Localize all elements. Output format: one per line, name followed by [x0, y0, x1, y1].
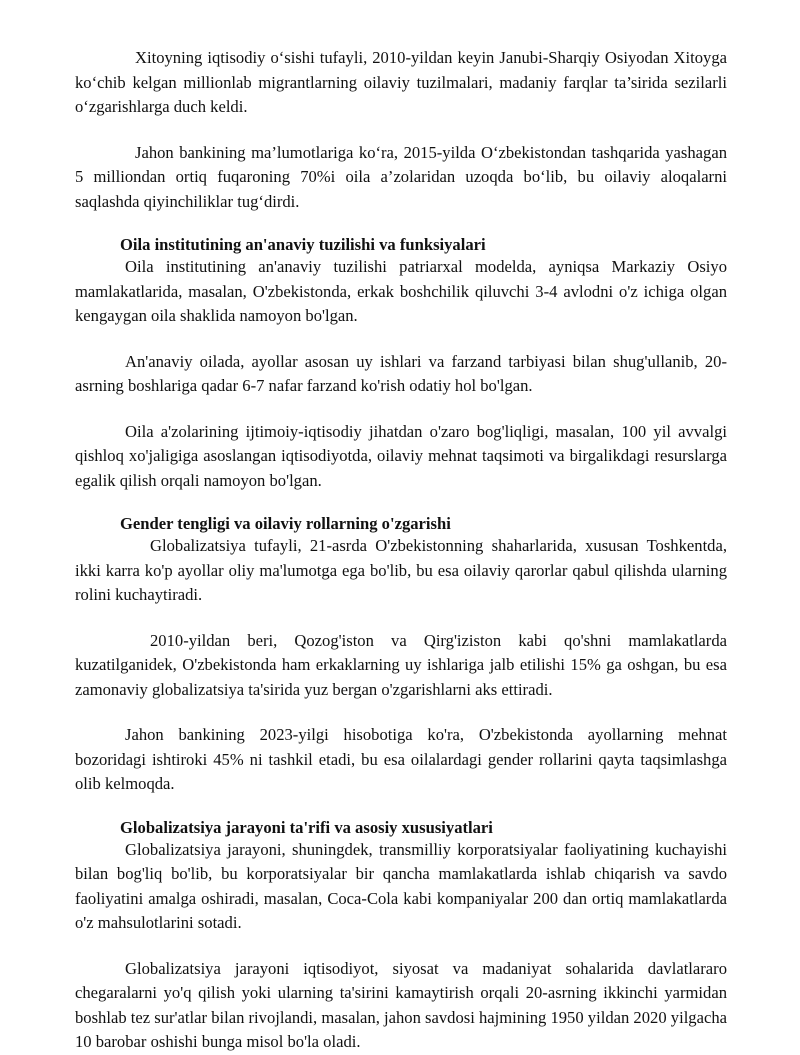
paragraph-labor-participation: Jahon bankining 2023-yilgi hisobotiga ko'ra, O'zbekistonda ayollarning mehnat bozoridagi ishtiroki 45% ni tashkil etadi, bu esa oilalardagi gender rollarini qayta taqsimlashga olib kelmoqda.	[75, 725, 727, 793]
paragraph-patriarchal-model: Oila institutining an'anaviy tuzilishi patriarxal modelda, ayniqsa Markaziy Osiyo mamlakatlarida, masalan, O'zbekistonda, erkak boshchilik qiluvchi 3-4 avlodni o'z ichiga olgan kengaygan oila shaklida namoyon bo'lgan.	[75, 257, 727, 325]
section-heading-gender-equality: Gender tengligi va oilaviy rollarning o'zgarishi	[120, 514, 451, 533]
section-heading-traditional-family: Oila institutining an'anaviy tuzilishi va funksiyalari	[120, 235, 486, 254]
paragraph-world-bank-2015: Jahon bankining ma’lumotlariga ko‘ra, 2015-yilda O‘zbekistondan tashqarida yashagan 5 milliondan ortiq fuqaroning 70%i oila a’zolaridan uzoqda bo‘lib, bu oilaviy aloqalarni saqlashda qiyinchiliklar tug‘dirdi.	[75, 142, 727, 211]
paragraph-traditional-roles: An'anaviy oilada, ayollar asosan uy ishlari va farzand tarbiyasi bilan shug'ullanib, 20-asrning boshlariga qadar 6-7 nafar farzand ko'rish odatiy hol bo'lgan.	[75, 351, 727, 395]
document-page	[75, 46, 727, 1055]
paragraph-globalization-development: Globalizatsiya jarayoni iqtisodiyot, siyosat va madaniyat sohalarida davlatlararo chegaralarni yo'q qilish yoki ularning ta'sirini kamaytirish orqali 20-asrning ikkinchi yarmidan boshlab tez sur'atlar bilan rivojlandi, masalan, jahon savdosi hajmining 1950 yildan 2020 yilgacha 10 barobar oshishi bunga misol bo'la oladi.	[75, 958, 727, 1051]
section-heading-globalization: Globalizatsiya jarayoni ta'rifi va asosiy xususiyatlari	[120, 817, 493, 837]
paragraph-china-migration: Xitoyning iqtisodiy o‘sishi tufayli, 2010-yildan keyin Janubi-Sharqiy Osiyodan Xitoyga ko‘chib kelgan millionlab migrantlarning oilaviy tuzilmalari, madaniy farqlar ta’sirida sezilarli o‘zgarishlarga duch keldi.	[75, 48, 727, 116]
paragraph-transnational-corporations: Globalizatsiya jarayoni, shuningdek, transmilliy korporatsiyalar faoliyatining kuchayishi bilan bog'liq bo'lib, bu korporatsiyalar bir qancha mamlakatlarda ishlab chiqarish va savdo faoliyatini amalga oshiradi, masalan, Coca-Cola kabi kompaniyalar 200 dan ortiq mamlakatlarda o'z mahsulotlarini sotadi.	[75, 839, 727, 932]
paragraph-men-housework: 2010-yildan beri, Qozog'iston va Qirg'iziston kabi qo'shni mamlakatlarda kuzatilganidek, O'zbekistonda ham erkaklarning uy ishlariga jalb etilishi 15% ga oshgan, bu esa zamonaviy globalizatsiya ta'sirida yuz bergan o'zgarishlarni aks ettiradi.	[75, 630, 727, 699]
paragraph-women-education: Globalizatsiya tufayli, 21-asrda O'zbekistonning shaharlarida, xususan Toshkentda, ikki karra ko'p ayollar oliy ma'lumotga ega bo'lib, bu esa oilaviy qarorlar qabul qilishda ularning rolini kuchaytiradi.	[75, 536, 727, 604]
paragraph-socioeconomic-interdependence: Oila a'zolarining ijtimoiy-iqtisodiy jihatdan o'zaro bog'liqligi, masalan, 100 yil avvalgi qishloq xo'jaligiga asoslangan iqtisodiyotda, oilaviy mehnat taqsimoti va birgalikdagi resurslarga egalik qilish orqali namoyon bo'lgan.	[75, 421, 727, 490]
